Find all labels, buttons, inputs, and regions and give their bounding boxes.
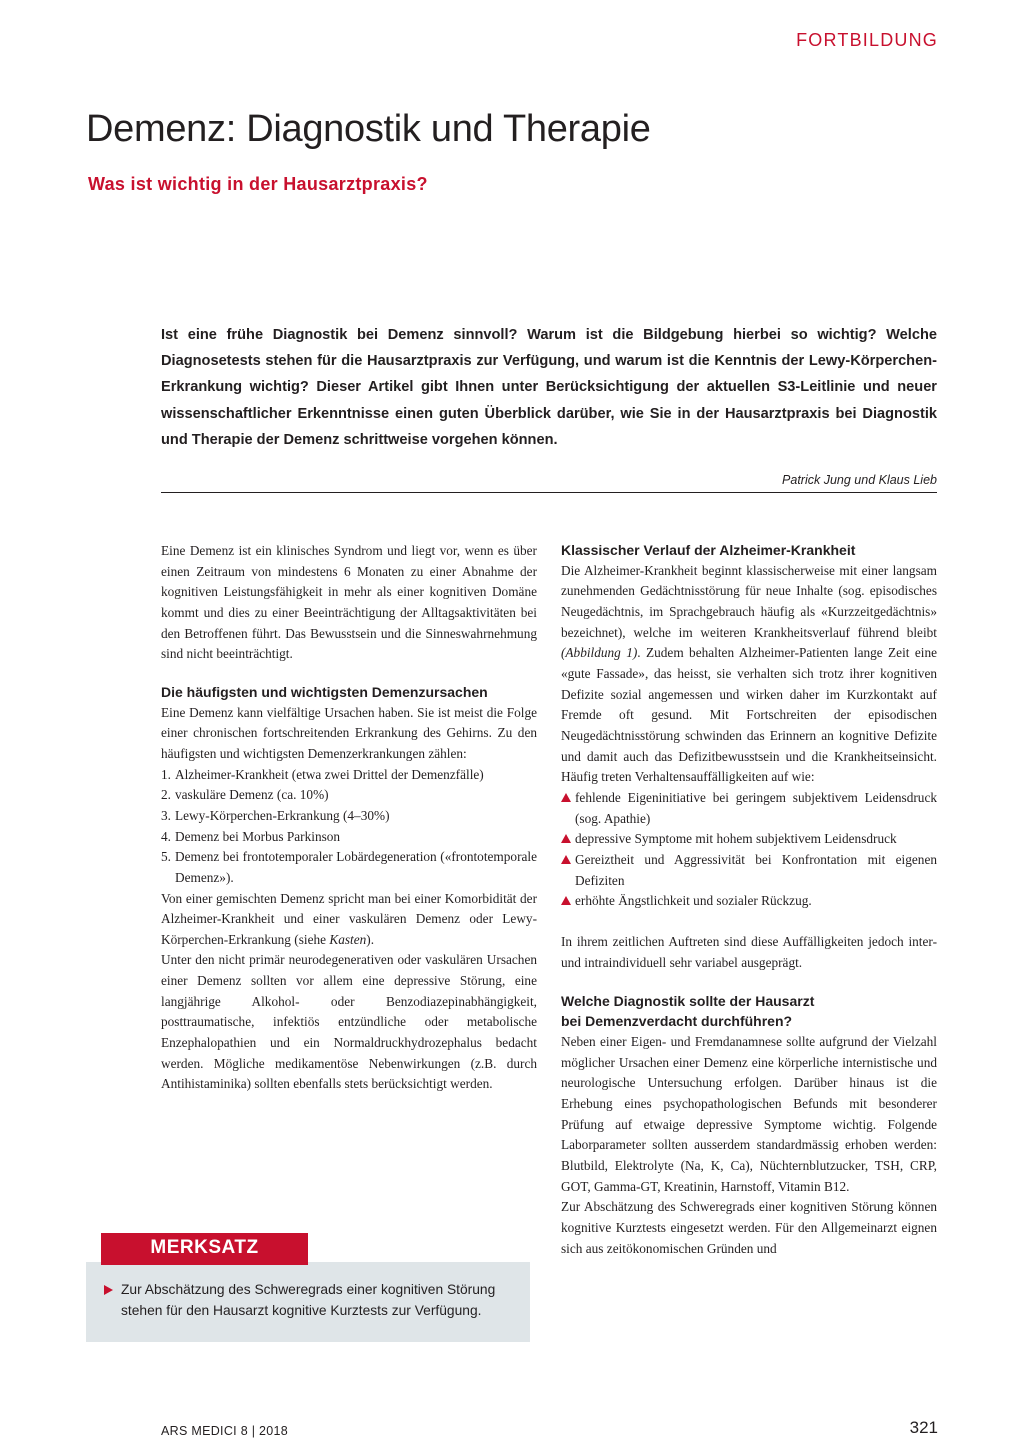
section-label: FORTBILDUNG <box>796 30 938 50</box>
mixed-dementia-paragraph <box>161 889 537 951</box>
triangle-bullet-icon <box>561 834 571 843</box>
lead-paragraph: Ist eine frühe Diagnostik bei Demenz sinnvoll? Warum ist die Bildgebung hierbei so wichtig? Welche Diagnosetests stehen für die Hausarztpraxis zur Verfügung, und warum ist die Kenntnis der Lewy-Körperchen-Erkrankung wichtig? Dieser Artikel gibt Ihnen unter Berücksichtigung der aktuellen S3-Leitlinie und neuer wissenschaftlicher Erkenntnisse einen guten Überblick darüber, wie Sie in der Hausarztpraxis bei Diagnostik und Therapie der Demenz schrittweise vorgehen können. <box>161 327 937 448</box>
footer-journal: ARS MEDICI 8 | 2018 <box>161 1424 289 1438</box>
right-column <box>561 541 937 1259</box>
page-number: 321 <box>909 1418 938 1437</box>
arrow-right-icon <box>104 1285 113 1295</box>
symptom-list <box>561 788 937 912</box>
list-text: depressive Symptome mit hohem subjektivem Leidensdruck <box>575 831 897 847</box>
list-text: Lewy-Körperchen-Erkrankung (4–30%) <box>175 807 390 823</box>
list-number: 1. <box>161 766 171 782</box>
list-text: Demenz bei Morbus Parkinson <box>175 828 341 844</box>
list-item <box>561 788 937 829</box>
diagnostics-paragraph-2: Zur Abschätzung des Schweregrads einer kognitiven Störung können kognitive Kurztests eingesetzt werden. Für den Allgemeinarzt eignen sich aus zeitökonomischen Gründen und <box>561 1199 937 1256</box>
course-text-1: Die Alzheimer-Krankheit beginnt klassischerweise mit einer langsam zunehmenden Gedächtnisstörung für neue Inhalte (sog. episodisches Neugedächtnis, im Sprachgebrauch häufig als «Kurzzeitgedächtnis» bezeichnet), welche im weiteren Krankheitsverlauf führend bleibt <box>561 562 937 640</box>
list-item <box>161 806 537 827</box>
variability-paragraph: In ihrem zeitlichen Auftreten sind diese Auffälligkeiten jedoch inter- und intraindividuell sehr variabel ausgeprägt. <box>561 934 937 971</box>
list-item <box>161 827 537 848</box>
mixed-text: Von einer gemischten Demenz spricht man bei einer Komorbidität der Alzheimer-Krankheit und einer vaskulären Demenz oder Lewy-Körperchen-Erkrankung (siehe <box>161 890 537 947</box>
list-item <box>161 765 537 786</box>
triangle-bullet-icon <box>561 855 571 864</box>
list-text: Demenz bei frontotemporaler Lobärdegeneration («frontotemporale Demenz»). <box>175 849 537 885</box>
intro-paragraph: Eine Demenz ist ein klinisches Syndrom und liegt vor, wenn es über einen Zeitraum von mindestens 6 Monaten zu einer Abnahme der kognitiven Leistungsfähigkeit in mehr als einer kognitiven Domäne kommt und dies zu einer Beeinträchtigung der Alltagsaktivitäten bei den Betroffenen führt. Das Bewusstsein und die Sinneswahrnehmung sind nicht beeinträchtigt. <box>161 543 537 662</box>
course-text-2: . Zudem behalten Alzheimer-Patienten lange Zeit eine «gute Fassade», das heisst, sie verhalten sich trotz ihrer kognitiven Defizite sozial angemessen und wirken daher im Kurzkontakt auf Fremde oft gesund. Mit Fortschreiten der episodischen Neugedächtnisstörung schwinden das Erinnern an kognitive Defizite und damit auch das Defizitbewusstsein und die Krankheitseinsicht. Häufig treten Verhaltensauffälligkeiten auf wie: <box>561 645 937 785</box>
course-paragraph <box>561 561 937 788</box>
triangle-bullet-icon <box>561 793 571 802</box>
article-title: Demenz: Diagnostik und Therapie <box>86 108 651 150</box>
list-number: 4. <box>161 828 171 844</box>
causes-intro: Eine Demenz kann vielfältige Ursachen haben. Sie ist meist die Folge einer chronischen fortschreitenden Erkrankung des Gehirns. Zu den häufigsten und wichtigsten Demenzerkrankungen zählen: <box>161 704 537 761</box>
causes-list <box>161 765 537 889</box>
authors: Patrick Jung und Klaus Lieb <box>782 473 937 487</box>
list-item <box>161 785 537 806</box>
list-item <box>161 847 537 888</box>
list-number: 5. <box>161 849 171 865</box>
lead-divider <box>161 492 937 493</box>
list-text: Gereiztheit und Aggressivität bei Konfrontation mit eigenen Defiziten <box>575 851 937 888</box>
list-item <box>561 850 937 891</box>
other-causes-paragraph: Unter den nicht primär neurodegenerativen oder vaskulären Ursachen einer Demenz sollten vor allem eine depressive Störung, eine langjährige Alkohol- oder Benzodiazepinabhängigkeit, posttraumatische, infektiös entzündliche oder metabolische Enzephalopathien und ein Normaldruckhydrozephalus bedacht werden. Mögliche medikamentöse Nebenwirkungen (z.B. durch Antihistaminika) sollten ebenfalls stets berücksichtigt werden. <box>161 952 537 1092</box>
list-number: 2. <box>161 787 171 803</box>
box-reference: Kasten <box>329 931 367 947</box>
list-text: fehlende Eigeninitiative bei geringem subjektivem Leidensdruck (sog. Apathie) <box>575 789 937 826</box>
figure-reference: (Abbildung 1) <box>561 645 638 661</box>
triangle-bullet-icon <box>561 896 571 905</box>
diagnostics-heading-line-1: Welche Diagnostik sollte der Hausarzt <box>561 992 815 1009</box>
left-column <box>161 541 537 1095</box>
causes-heading: Die häufigsten und wichtigsten Demenzursachen <box>161 683 488 700</box>
list-text: erhöhte Ängstlichkeit und sozialer Rückzug. <box>575 893 812 909</box>
article-subtitle: Was ist wichtig in der Hausarztpraxis? <box>88 174 428 194</box>
diagnostics-heading-line-2: bei Demenzverdacht durchführen? <box>561 1013 793 1030</box>
mixed-end: ). <box>366 931 375 947</box>
diagnostics-paragraph-1: Neben einer Eigen- und Fremdanamnese sollte aufgrund der Vielzahl möglicher Ursachen einer Demenz eine körperliche internistische und neurologische Untersuchung erfolgen. Darüber hinaus ist die Erhebung eines psychopathologischen Befunds mit besonderer Prüfung auf etwaige depressive Symptome wichtig. Folgende Laborparameter sollten ausserdem standardmässig erhoben werden: Blutbild, Elektrolyte (Na, K, Ca), Nüchternblutzucker, TSH, CRP, GOT, Gamma-GT, Kreatinin, Harnstoff, Vitamin B12. <box>561 1034 937 1194</box>
list-item <box>561 829 937 850</box>
list-number: 3. <box>161 807 171 823</box>
list-item <box>561 891 937 912</box>
list-text: vaskuläre Demenz (ca. 10%) <box>175 787 329 803</box>
list-text: Alzheimer-Krankheit (etwa zwei Drittel der Demenzfälle) <box>175 766 484 782</box>
merksatz-text: Zur Abschätzung des Schweregrads einer kognitiven Störung stehen für den Hausarzt kognitive Kurztests zur Verfügung. <box>121 1282 496 1318</box>
course-heading: Klassischer Verlauf der Alzheimer-Krankheit <box>561 542 856 558</box>
merksatz-title: MERKSATZ <box>150 1237 259 1258</box>
